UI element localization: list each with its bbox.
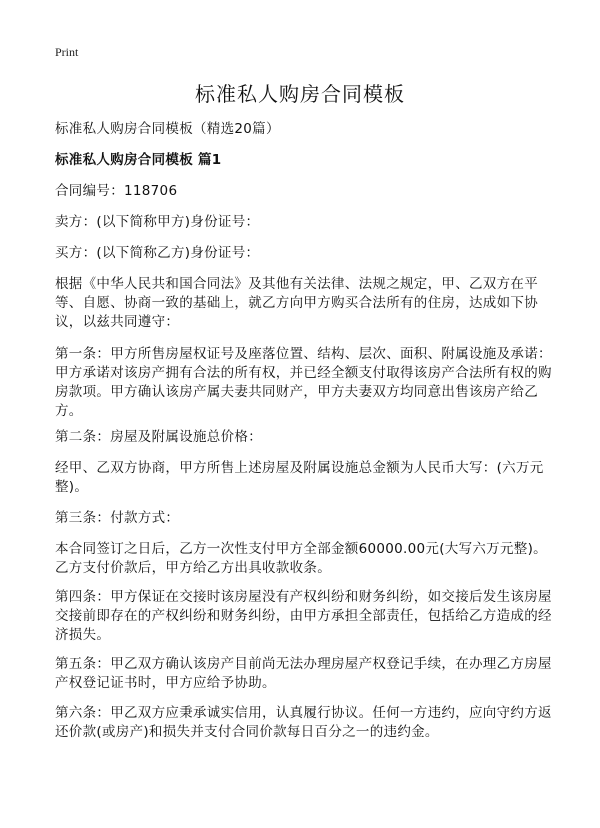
article-3-heading: 第三条：付款方式：: [55, 510, 180, 526]
print-label: Print: [55, 45, 79, 59]
article-2-body: 经甲、乙双方协商，甲方所售上述房屋及附属设施总金额为人民币大写：(六万元整)。: [55, 460, 544, 495]
buyer-line: 买方：(以下简称乙方)身份证号：: [55, 245, 260, 261]
article-1: 第一条：甲方所售房屋权证号及座落位置、结构、层次、面积、附属设施及承诺：甲方承诺对该房产拥有合法的所有权，并已经全额支付取得该房产合法所有权的购房款项。甲方确认该房产属夫妻共同财产，甲方夫妻双方均同意出售该房产给乙方。: [55, 346, 552, 419]
document-subtitle: 标准私人购房合同模板（精选20篇）: [55, 121, 280, 137]
preamble-paragraph: 根据《中华人民共和国合同法》及其他有关法律、法规之规定，甲、乙双方在平等、自愿、协商一致的基础上，就乙方向甲方购买合法所有的住房，达成如下协议，以兹共同遵守：: [55, 276, 538, 330]
article-4: 第四条：甲方保证在交接时该房屋没有产权纠纷和财务纠纷，如交接后发生该房屋交接前即存在的产权纠纷和财务纠纷，由甲方承担全部责任，包括给乙方造成的经济损失。: [55, 589, 552, 643]
contract-number: 合同编号：118706: [55, 183, 178, 199]
article-6: 第六条：甲乙双方应秉承诚实信用，认真履行协议。任何一方违约，应向守约方返还价款(或房产)和损失并支付合同价款每日百分之一的违约金。: [55, 705, 552, 740]
article-5: 第五条：甲乙双方确认该房产目前尚无法办理房屋产权登记手续，在办理乙方房屋产权登记证书时，甲方应给予协助。: [55, 656, 552, 691]
section-heading: 标准私人购房合同模板 篇1: [55, 152, 222, 168]
article-3-body: 本合同签订之日后，乙方一次性支付甲方全部金额60000.00元(大写六万元整)。乙方支付价款后，甲方给乙方出具收款收条。: [55, 541, 547, 576]
seller-line: 卖方：(以下简称甲方)身份证号：: [55, 214, 260, 230]
article-2-heading: 第二条：房屋及附属设施总价格：: [55, 429, 262, 445]
document-title: 标准私人购房合同模板: [195, 82, 405, 106]
